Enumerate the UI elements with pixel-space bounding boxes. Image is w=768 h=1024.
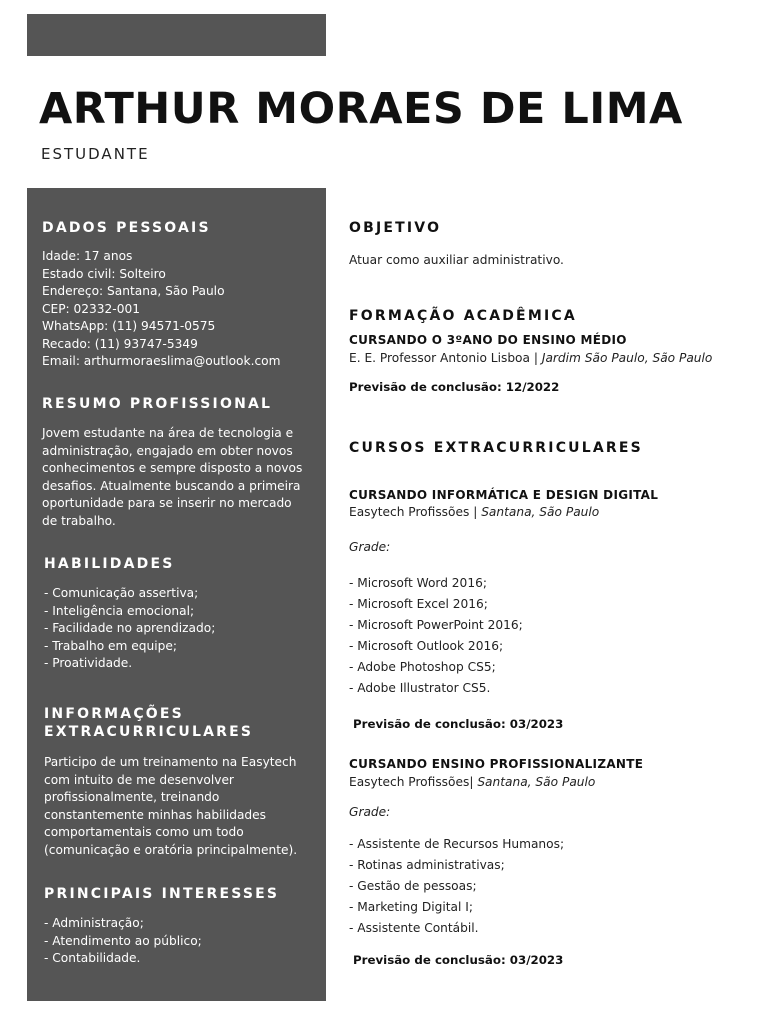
course-institution-name: Easytech Profissões| (349, 775, 478, 789)
personal-data-line: Estado civil: Solteiro (42, 266, 166, 281)
candidate-name: ARTHUR MORAES DE LIMA (39, 84, 683, 134)
interests-list (44, 915, 319, 968)
summary-line: administração, engajado em obter novos (42, 443, 293, 458)
personal-data-line: Endereço: Santana, São Paulo (42, 284, 225, 298)
extra-info-line: com intuito de me desenvolver (44, 772, 234, 787)
course-institution-name: Easytech Profissões | (349, 505, 482, 519)
personal-data-line: WhatsApp: (11) 94571-0575 (42, 319, 216, 333)
course-subject: - Microsoft Outlook 2016; (349, 639, 504, 653)
personal-data-title: DADOS PESSOAIS (42, 220, 211, 236)
course-location: Santana, São Paulo (477, 775, 596, 789)
personal-data-line: Idade: 17 anos (42, 249, 133, 263)
course-location: Santana, São Paulo (481, 505, 600, 519)
summary-line: conhecimentos e sempre disposto a novos (42, 461, 303, 475)
extra-info-line: comportamentais como um todo (44, 825, 244, 839)
extra-info-line: Participo de um treinamento na Easytech (44, 755, 297, 769)
skills-title: HABILIDADES (44, 556, 175, 572)
course-conclusion: Previsão de conclusão: 03/2023 (353, 953, 564, 967)
skill-item: - Proatividade. (44, 656, 133, 670)
education-location: Jardim São Paulo, São Paulo (541, 351, 713, 365)
course-subject: - Rotinas administrativas; (349, 858, 505, 872)
course-subject: - Assistente Contábil. (349, 921, 479, 935)
course-subject: - Adobe Illustrator CS5. (349, 681, 491, 695)
summary-line: de trabalho. (42, 513, 116, 528)
interest-item: - Contabilidade. (44, 951, 141, 965)
personal-data-line: Email: arthurmoraeslima@outlook.com (42, 354, 281, 368)
education-title: FORMAÇÃO ACADÊMICA (349, 308, 577, 324)
objective-text: Atuar como auxiliar administrativo. (349, 253, 564, 267)
summary-line: oportunidade para se inserir no mercado (42, 496, 292, 510)
course-subject: - Assistente de Recursos Humanos; (349, 837, 565, 851)
objective-title: OBJETIVO (349, 220, 442, 236)
education-school-name: E. E. Professor Antonio Lisboa | (349, 351, 542, 365)
header-decoration-bar (27, 14, 326, 56)
course-institution (349, 505, 599, 519)
education-conclusion: Previsão de conclusão: 12/2022 (349, 380, 560, 394)
education-course: CURSANDO O 3ºANO DO ENSINO MÉDIO (349, 333, 627, 347)
course-name: CURSANDO ENSINO PROFISSIONALIZANTE (349, 757, 644, 771)
interest-item: - Administração; (44, 916, 144, 930)
course-subject: - Microsoft Word 2016; (349, 576, 487, 590)
extra-info-line: constantemente minhas habilidades (44, 807, 266, 822)
skill-item: - Facilidade no aprendizado; (44, 621, 216, 635)
sidebar (27, 188, 326, 1001)
extra-info-line: profissionalmente, treinando (44, 790, 220, 804)
extra-info-text (44, 754, 319, 859)
summary-line: desafios. Atualmente buscando a primeira (42, 478, 301, 493)
course-subject: - Gestão de pessoas; (349, 879, 477, 893)
course-subject: - Marketing Digital I; (349, 900, 473, 914)
course-name: CURSANDO INFORMÁTICA E DESIGN DIGITAL (349, 488, 659, 502)
skill-item: - Trabalho em equipe; (44, 638, 177, 653)
extra-info-title-line2: EXTRACURRICULARES (44, 724, 254, 740)
interest-item: - Atendimento ao público; (44, 933, 202, 948)
course-subjects-list (349, 573, 523, 699)
skill-item: - Comunicação assertiva; (44, 586, 199, 600)
personal-data-line: CEP: 02332-001 (42, 301, 140, 316)
course-grade-label: Grade: (349, 540, 391, 554)
summary-line: Jovem estudante na área de tecnologia e (42, 426, 294, 440)
course-conclusion: Previsão de conclusão: 03/2023 (353, 717, 564, 731)
course-subject: - Microsoft Excel 2016; (349, 597, 488, 611)
course-subject: - Microsoft PowerPoint 2016; (349, 618, 523, 632)
extra-info-line: (comunicação e oratória principalmente). (44, 842, 298, 857)
skills-list (44, 585, 319, 673)
course-grade-label: Grade: (349, 805, 391, 819)
summary-title: RESUMO PROFISSIONAL (42, 396, 273, 412)
candidate-role: ESTUDANTE (41, 145, 150, 163)
personal-data-list (42, 248, 317, 371)
interests-title: PRINCIPAIS INTERESSES (44, 886, 280, 902)
course-institution (349, 775, 595, 789)
summary-text (42, 425, 317, 530)
extra-info-title (44, 705, 253, 741)
courses-title: CURSOS EXTRACURRICULARES (349, 440, 643, 456)
education-school (349, 351, 712, 365)
extra-info-title-line1: INFORMAÇÕES (44, 706, 184, 722)
personal-data-line: Recado: (11) 93747-5349 (42, 336, 198, 351)
course-subjects-list (349, 834, 564, 939)
skill-item: - Inteligência emocional; (44, 603, 195, 618)
course-subject: - Adobe Photoshop CS5; (349, 660, 496, 674)
